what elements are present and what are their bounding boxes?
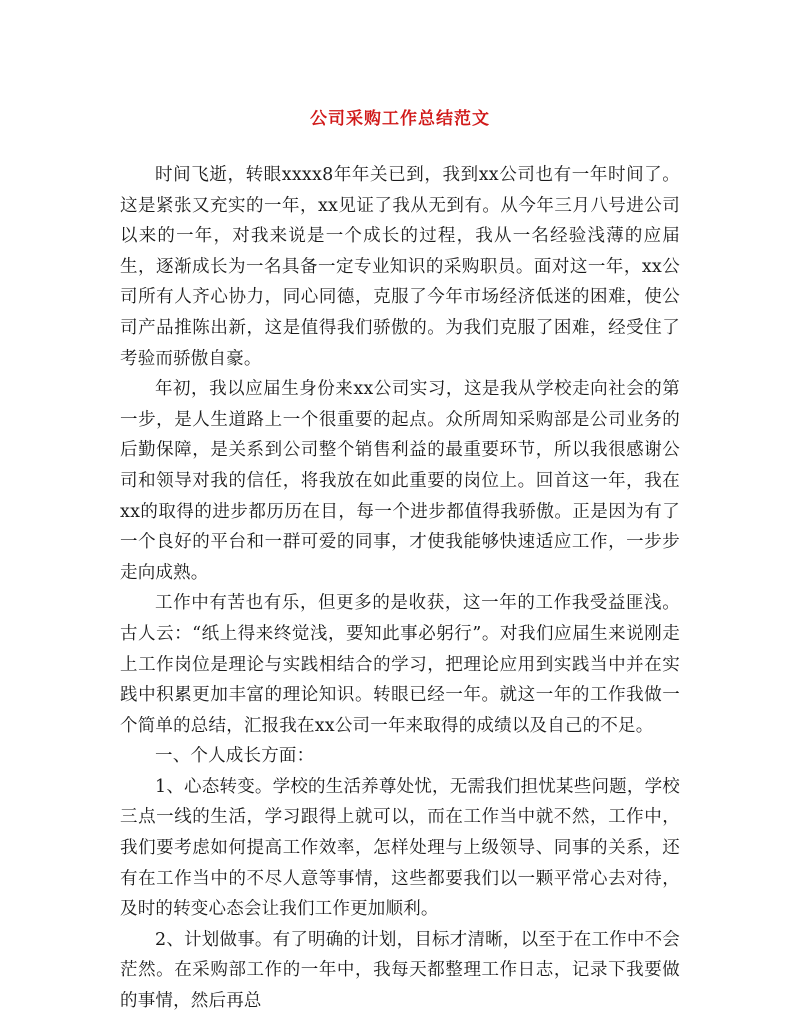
paragraph-planning: 2、计划做事。有了明确的计划，目标才清晰，以至于在工作中不会茫然。在采购部工作的一年中，我每天都整理工作日志，记录下我要做的事情，然后再总 (120, 929, 680, 1012)
paragraph-mindset-change: 1、心态转变。学校的生活养尊处忧，无需我们担忧某些问题，学校三点一线的生活，学习跟得上就可以，而在工作当中就不然，工作中，我们要考虑如何提高工作效率，怎样处理与上级领导、同事的关系，还有在工作当中的不尽人意等事情，这些都要我们以一颗平常心去对待，及时的转变心态会让我们工作更加顺利。 (120, 776, 680, 920)
section-heading-personal-growth: 一、个人成长方面： (155, 746, 315, 767)
document-body (120, 160, 680, 1017)
paragraph-start-of-year: 年初，我以应届生身份来xx公司实习，这是我从学校走向社会的第一步，是人生道路上一个很重要的起点。众所周知采购部是公司业务的后勤保障，是关系到公司整个销售利益的最重要环节，所以我很感谢公司和领导对我的信任，将我放在如此重要的岗位上。回首这一年，我在xx的取得的进步都历历在目，每一个进步都值得我骄傲。正是因为有了一个良好的平台和一群可爱的同事，才使我能够快速适应工作，一步步走向成熟。 (120, 379, 680, 583)
paragraph-intro: 时间飞逝，转眼xxxx8年年关已到，我到xx公司也有一年时间了。这是紧张又充实的一年，xx见证了我从无到有。从今年三月八号进公司以来的一年，对我来说是一个成长的过程，我从一名经验浅薄的应届生，逐渐成长为一名具备一定专业知识的采购职员。面对这一年，xx公司所有人齐心协力，同心同德，克服了今年市场经济低迷的困难，使公司产品推陈出新，这是值得我们骄傲的。为我们克服了困难，经受住了考验而骄傲自豪。 (120, 165, 680, 369)
paragraph-work-gains: 工作中有苦也有乐，但更多的是收获，这一年的工作我受益匪浅。古人云：“纸上得来终觉浅，要知此事必躬行”。对我们应届生来说刚走上工作岗位是理论与实践相结合的学习，把理论应用到实践当中并在实践中积累更加丰富的理论知识。转眼已经一年。就这一年的工作我做一个简单的总结，汇报我在xx公司一年来取得的成绩以及自己的不足。 (120, 593, 680, 736)
document-title: 公司采购工作总结范文 (310, 109, 490, 129)
